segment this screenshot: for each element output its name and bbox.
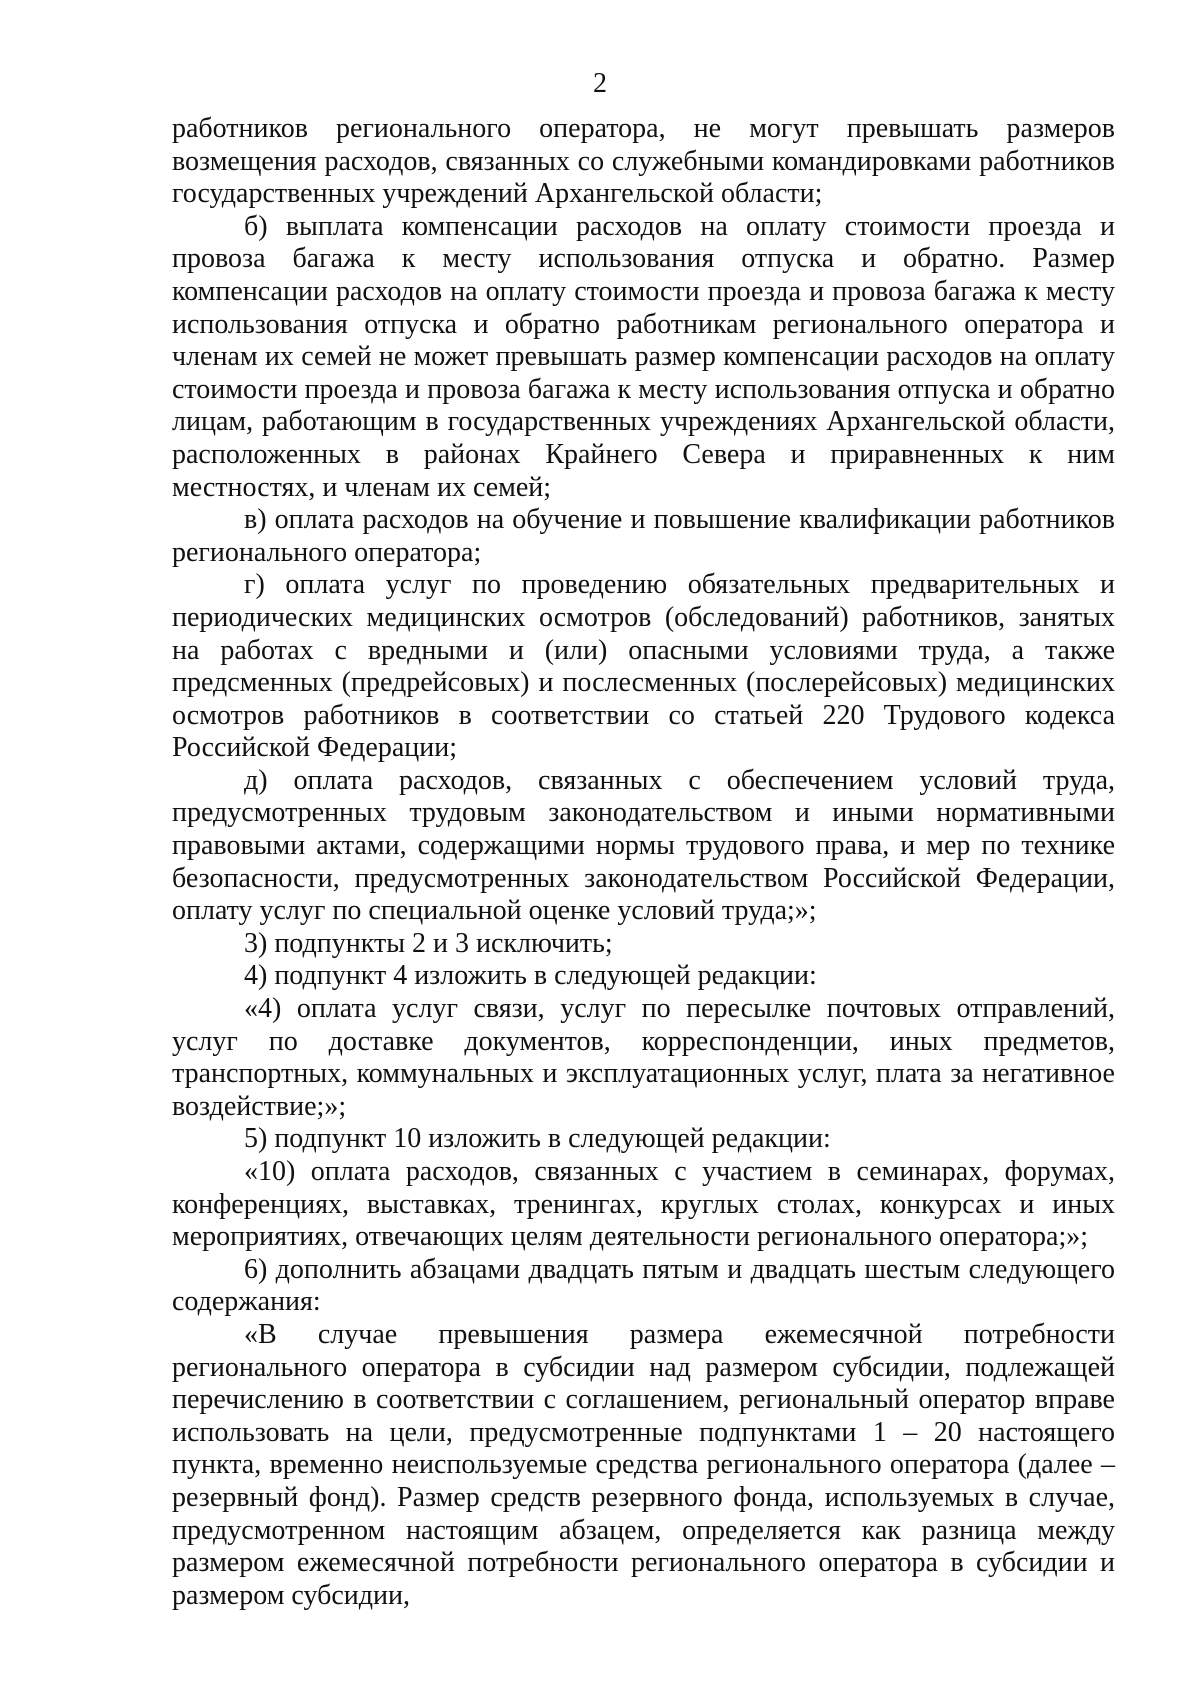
paragraph-item-g: г) оплата услуг по проведению обязательных предварительных и периодических медицинских осмотров (обследований) работников, занятых на работах с вредными и (или) опасными условиями труда, а также предсменных (предрейсовых) и послесменных (послерейсовых) медицинских осмотров работников в соответствии со статьей 220 Трудового кодекса Российской Федерации; [172, 569, 1115, 764]
paragraph-point-3: 3) подпункты 2 и 3 исключить; [244, 927, 613, 959]
paragraph-item-b: б) выплата компенсации расходов на оплату стоимости проезда и провоза багажа к месту использования отпуска и обратно. Размер компенсации расходов на оплату стоимости проезда и провоза багажа к месту использования отпуска и обратно работникам регионального оператора и членам их семей не может превышать размер компенсации расходов на оплату стоимости проезда и провоза багажа к месту использования отпуска и обратно лицам, работающим в государственных учреждениях Архангельской области, расположенных в районах Крайнего Севера и приравненных к ним местностях, и членам их семей; [172, 210, 1115, 503]
paragraph-point-5: 5) подпункт 10 изложить в следующей редакции: [244, 1123, 831, 1155]
paragraph-quote-reserve-fund: «В случае превышения размера ежемесячной потребности регионального оператора в субсидии над размером субсидии, подлежащей перечислению в соответствии с соглашением, региональный оператор вправе использовать на цели, предусмотренные подпунктами 1 – 20 настоящего пункта, временно неиспользуемые средства регионального оператора (далее – резервный фонд). Размер средств резервного фонда, используемых в случае, предусмотренном настоящим абзацем, определяется как разница между размером ежемесячной потребности регионального оператора в субсидии и размером субсидии, [172, 1318, 1115, 1611]
paragraph-point-4: 4) подпункт 4 изложить в следующей редакции: [244, 960, 817, 992]
document-body [172, 113, 1115, 1612]
paragraph-item-d: д) оплата расходов, связанных с обеспечением условий труда, предусмотренных трудовым законодательством и иными нормативными правовыми актами, содержащими нормы трудового права, и мер по технике безопасности, предусмотренных законодательством Российской Федерации, оплату услуг по специальной оценке условий труда;»; [172, 764, 1115, 927]
paragraph-continuation: работников регионального оператора, не могут превышать размеров возмещения расходов, связанных со служебными командировками работников государственных учреждений Архангельской области; [172, 113, 1115, 210]
paragraph-point-6: 6) дополнить абзацами двадцать пятым и двадцать шестым следующего содержания: [172, 1253, 1115, 1318]
paragraph-item-v: в) оплата расходов на обучение и повышение квалификации работников регионального оператора; [172, 504, 1115, 568]
page-number: 2 [593, 68, 607, 99]
paragraph-quote-10: «10) оплата расходов, связанных с участием в семинарах, форумах, конференциях, выставках, тренингах, круглых столах, конкурсах и иных мероприятиях, отвечающих целям деятельности регионального оператора;»; [172, 1156, 1115, 1253]
paragraph-quote-4: «4) оплата услуг связи, услуг по пересылке почтовых отправлений, услуг по доставке документов, корреспонденции, иных предметов, транспортных, коммунальных и эксплуатационных услуг, плата за негативное воздействие;»; [172, 993, 1115, 1122]
